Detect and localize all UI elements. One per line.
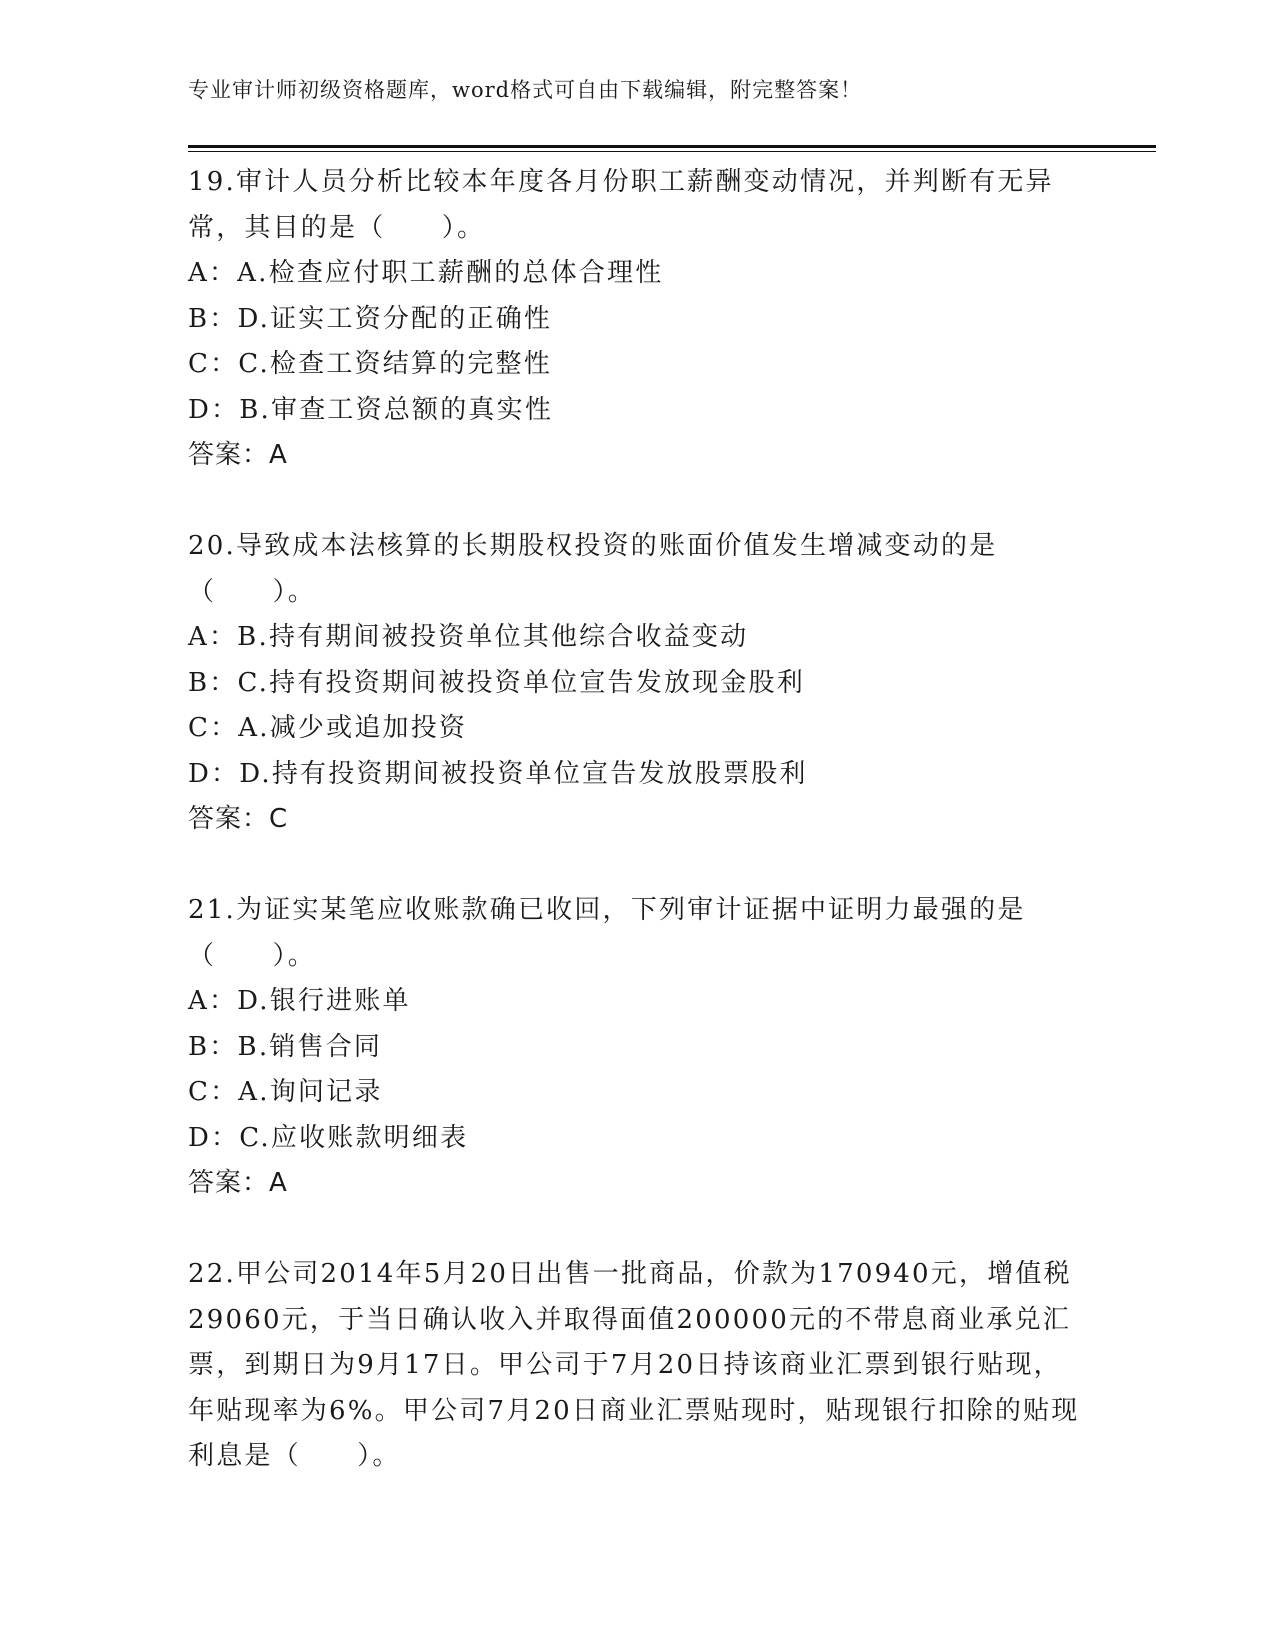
option-b: B：D.证实工资分配的正确性: [188, 303, 553, 334]
page-header: 专业审计师初级资格题库，word格式可自由下载编辑，附完整答案！: [188, 78, 863, 102]
option-d: D：B.审查工资总额的真实性: [188, 394, 554, 425]
question-spacer: [188, 843, 1088, 889]
question-20: [188, 524, 1088, 843]
question-list: [188, 160, 1088, 1480]
question-text: 19.审计人员分析比较本年度各月份职工薪酬变动情况，并判断有无异常，其目的是（ ）。: [188, 167, 1054, 243]
header-rule-thin: [188, 151, 1156, 152]
option-d: D：C.应收账款明细表: [188, 1122, 469, 1153]
question-spacer: [188, 1207, 1088, 1253]
question-text: 20.导致成本法核算的长期股权投资的账面价值发生增减变动的是（ ）。: [188, 531, 998, 607]
option-a: A：B.持有期间被投资单位其他综合收益变动: [188, 622, 749, 652]
question-text: 22.甲公司2014年5月20日出售一批商品，价款为170940元，增值税29060元，于当日确认收入并取得面值200000元的不带息商业承兑汇票，到期日为9月17日。甲公司于7月20日持该商业汇票到银行贴现，年贴现率为6%。甲公司7月20日商业汇票贴现时，贴现银行扣除的贴现利息是（ ）。: [188, 1259, 1080, 1471]
question-22: [188, 1252, 1088, 1480]
question-21: [188, 888, 1088, 1207]
answer-line: 答案：A: [188, 440, 288, 470]
header-rule-thick: [188, 145, 1156, 148]
option-c: C：A.减少或追加投资: [188, 713, 468, 743]
option-b: B：B.销售合同: [188, 1031, 383, 1062]
option-c: C：A.询问记录: [188, 1077, 383, 1107]
option-d: D：D.持有投资期间被投资单位宣告发放股票股利: [188, 758, 808, 789]
answer-line: 答案：A: [188, 1168, 288, 1198]
option-a: A：A.检查应付职工薪酬的总体合理性: [188, 258, 664, 288]
answer-line: 答案：C: [188, 804, 289, 834]
option-c: C：C.检查工资结算的完整性: [188, 349, 552, 379]
question-spacer: [188, 479, 1088, 525]
question-19: [188, 160, 1088, 479]
option-a: A：D.银行进账单: [188, 986, 411, 1016]
option-b: B：C.持有投资期间被投资单位宣告发放现金股利: [188, 667, 805, 698]
question-text: 21.为证实某笔应收账款确已收回，下列审计证据中证明力最强的是（ ）。: [188, 895, 1026, 971]
